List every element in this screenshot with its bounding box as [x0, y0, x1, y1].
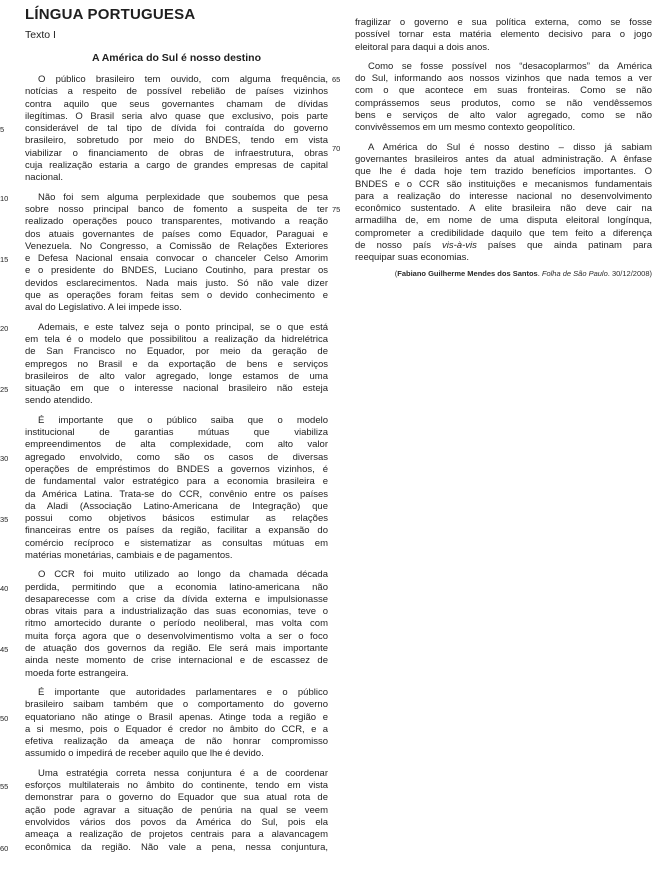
text-line — [0, 427, 331, 439]
line-text: perdida, permitindo que a economia latino-americana não — [25, 581, 328, 593]
text-line — [332, 240, 655, 252]
line-text: Não foi sem alguma perplexidade que soubemos que pesa — [38, 191, 328, 203]
line-text: envolvidos vários dos povos da América do Sul, pois ela — [25, 816, 328, 828]
text-line — [0, 359, 331, 371]
text-line — [0, 489, 331, 501]
line-text: BNDES e o CCR são instituições e mecanismos fundamentais — [355, 178, 652, 190]
text-line — [0, 371, 331, 383]
document-title: LÍNGUA PORTUGUESA — [25, 6, 196, 23]
line-text: efetiva realização da ameaça de não honrar compromisso — [25, 736, 328, 748]
line-text: com o que acontece em suas fronteiras. Como se não — [355, 85, 652, 97]
text-line — [0, 439, 331, 451]
line-number: 75 — [332, 205, 341, 215]
right-column-lines — [332, 17, 655, 265]
line-text: e Defesa Nacional ensaia convocar o chanceler Celso Amorim — [25, 253, 328, 265]
line-text: de fundamental valor estratégico para a economia brasileira e — [25, 476, 328, 488]
line-text: aval do Legislativo. A lei impede isso. — [25, 302, 182, 314]
line-number: 25 — [0, 385, 9, 395]
text-line — [0, 464, 331, 476]
text-line — [332, 166, 655, 178]
text-line — [0, 668, 331, 680]
line-number: 70 — [332, 143, 341, 153]
text-line — [0, 550, 331, 562]
line-text: comprássemos seus produtos, como se não vendêssemos — [355, 97, 652, 109]
line-number: 50 — [0, 713, 9, 723]
line-text: armadilha de, em nome de uma disputa eleitoral longínqua, — [355, 215, 652, 227]
paragraph — [0, 569, 331, 680]
text-line — [0, 241, 331, 253]
line-text: matérias monetárias, cambiais e de pagamentos. — [25, 549, 233, 561]
text-line — [0, 148, 331, 160]
text-line — [0, 631, 331, 643]
text-line — [0, 216, 331, 228]
text-line — [0, 415, 331, 427]
paragraph — [332, 17, 655, 54]
texto-label: Texto I — [25, 29, 56, 41]
attribution-open: ( — [394, 268, 398, 278]
text-line — [0, 383, 331, 395]
text-line — [332, 61, 655, 73]
text-line — [0, 290, 331, 302]
text-line — [0, 582, 331, 594]
line-text: brasileiro, sobretudo por meio do BNDES, tendo em vista — [25, 135, 328, 147]
line-text: de nosso país vis-à-vis países que ainda patinam para — [355, 240, 653, 252]
line-text: dos atuais governantes de países como Equador, Paraguai e — [25, 228, 328, 240]
line-text: financeiras entre os países da região, facilitar a expansão do — [25, 525, 328, 537]
text-line — [332, 154, 655, 166]
text-line — [0, 842, 331, 854]
line-number: 65 — [332, 75, 341, 85]
line-text: ritmo amortecido durante o período neoliberal, mas volta com — [25, 618, 328, 630]
text-line — [332, 252, 655, 264]
line-text: nacional. — [25, 172, 64, 184]
line-text: econômica da região. Não vale a pena, nessa conjuntura, — [25, 841, 328, 853]
text-line — [0, 655, 331, 667]
text-line — [0, 302, 331, 314]
line-text: possível tornar esta matéria elemento decisivo para o jogo — [355, 29, 652, 41]
line-text: ameaça a realização de projetos centrais para a alavancagem — [25, 829, 328, 841]
line-text: É importante que o público saiba que o modelo — [38, 414, 328, 426]
line-text: devidos esclarecimentos. Nada mais justo. Só não vale dizer — [25, 277, 328, 289]
line-text: eleitoral para daqui a dois anos. — [355, 41, 490, 53]
text-line — [332, 191, 655, 203]
line-text: notícias a respeito de possível rebelião de países vizinhos — [25, 86, 328, 98]
text-line — [0, 538, 331, 550]
line-text: assumido o impedirá de receber aquilo que lhe é devido. — [25, 748, 264, 760]
text-line — [332, 122, 655, 134]
line-text: equatoriano não atinge o Brasil apenas. Atinge toda a região e — [25, 711, 328, 723]
line-number: 15 — [0, 255, 9, 265]
text-line — [332, 42, 655, 54]
text-line — [0, 346, 331, 358]
left-column — [0, 6, 331, 854]
text-line — [332, 142, 655, 154]
text-line — [0, 780, 331, 792]
text-line — [332, 179, 655, 191]
paragraph — [332, 142, 655, 265]
text-line — [0, 736, 331, 748]
text-line — [0, 513, 331, 525]
text-line — [0, 204, 331, 216]
line-text: ação pode agravar a situação de penúria na qual se veem — [25, 804, 328, 816]
line-number: 45 — [0, 645, 9, 655]
text-line — [0, 99, 331, 111]
paragraph — [0, 74, 331, 185]
line-number: 20 — [0, 323, 9, 333]
text-line — [0, 111, 331, 123]
text-line — [0, 699, 331, 711]
text-line — [0, 525, 331, 537]
line-text: esforços multilaterais no âmbito do continente, tendo em vista — [25, 780, 328, 792]
line-text: que as operações foram feitas sem o devido conhecimento e — [25, 290, 328, 302]
line-text: brasileiros de alto valor agregado, longe estamos de uma — [25, 370, 328, 382]
attribution-sep2: . — [607, 268, 612, 278]
line-text: governantes brasileiros antes da atual administração. A ênfase — [355, 153, 652, 165]
line-text: convivêssemos em um mesmo contexto geopolítico. — [355, 122, 576, 134]
text-line — [0, 86, 331, 98]
text-line — [332, 73, 655, 85]
line-text: contra aquilo que seus governantes chamam de dívidas — [25, 98, 328, 110]
line-text: econômico sustentado. A elite brasileira não deve cair na — [355, 203, 652, 215]
paragraph — [0, 687, 331, 761]
paragraph — [0, 768, 331, 854]
line-text: Ademais, e este talvez seja o ponto principal, se o que está — [38, 321, 328, 333]
line-text: e o presidente do BNDES, Luciano Coutinho, para prestar os — [25, 265, 328, 277]
text-line — [0, 395, 331, 407]
line-text: comércio recíproco e sistematizar as consultas mútuas em — [25, 537, 328, 549]
line-number: 5 — [0, 125, 5, 135]
line-text: sendo atendido. — [25, 395, 93, 407]
line-text: Venezuela. No Congresso, a Comissão de Relações Exteriores — [25, 240, 328, 252]
line-text: muita força agora que o desenvolvimentismo volta a ser o foco — [25, 630, 328, 642]
text-line — [0, 265, 331, 277]
attribution — [332, 269, 655, 279]
text-line — [332, 110, 655, 122]
text-line — [0, 768, 331, 780]
text-line — [0, 829, 331, 841]
text-line — [0, 135, 331, 147]
text-line — [332, 203, 655, 215]
text-line — [0, 817, 331, 829]
line-text: a si mesmo, pois o Equador é credor no âmbito do CCR, e a — [25, 723, 328, 735]
line-number: 10 — [0, 193, 9, 203]
text-line — [0, 805, 331, 817]
line-text: brasileiro saibam também que o comportamento do governo — [25, 699, 328, 711]
text-line — [0, 643, 331, 655]
line-text: considerável de tal tipo de dívida foi contraída do governo — [25, 123, 328, 135]
text-line — [0, 501, 331, 513]
line-number: 40 — [0, 583, 9, 593]
article-heading: A América do Sul é nosso destino — [91, 52, 261, 64]
line-text: comprometer a credibilidade daquilo que tem feito a diferença — [355, 227, 652, 239]
line-text: possui como objetivos básicos estimular as relações — [25, 513, 328, 525]
line-text: bens e serviços de alto valor agregado, como se não — [355, 110, 652, 122]
text-line — [0, 172, 331, 184]
line-text: É importante que autoridades parlamentares e o público — [38, 686, 328, 698]
attribution-author: Fabiano Guilherme Mendes dos Santos — [397, 268, 538, 278]
paragraph — [0, 322, 331, 408]
line-text: sobre nosso principal banco de fomento a suspeita de ter — [25, 203, 328, 215]
text-line — [0, 253, 331, 265]
line-text: situação em que o interesse nacional brasileiro não esteja — [25, 383, 328, 395]
line-text: reequipar suas economias. — [355, 252, 470, 264]
text-line — [0, 322, 331, 334]
line-text: Como se fosse possível nos “desacoplarmos” da América — [368, 60, 652, 72]
line-text: O CCR foi muito utilizado ao longo da chamada década — [38, 569, 328, 581]
text-line — [332, 98, 655, 110]
text-line — [0, 724, 331, 736]
attribution-date: 30/12/2008 — [611, 268, 650, 278]
line-text: desaparecesse com a crise da dívida externa e impulsionasse — [25, 593, 328, 605]
text-line — [0, 594, 331, 606]
attribution-close: ) — [649, 268, 652, 278]
line-number: 55 — [0, 782, 9, 792]
left-column-lines — [0, 74, 331, 854]
line-text: viabilizar o financiamento de obras de infraestrutura, obras — [25, 147, 328, 159]
attribution-source: Folha de São Paulo — [541, 268, 608, 278]
text-line — [0, 74, 331, 86]
line-text: de San Francisco no Equador, por meio da geração de — [25, 346, 328, 358]
text-line — [0, 160, 331, 172]
text-line — [0, 569, 331, 581]
line-text: do Sul, informando aos nossos vizinhos que nada temos a ver — [355, 73, 652, 85]
line-number: 60 — [0, 843, 9, 853]
line-text: em tela é o modelo que possibilitou a realização da hidrelétrica — [25, 333, 328, 345]
text-line — [0, 123, 331, 135]
text-line — [332, 85, 655, 97]
line-text: que lhe é dada hoje tem trazido benefícios importantes. O — [355, 166, 652, 178]
line-text: obras vitais para a industrialização das suas economias, teve o — [25, 606, 328, 618]
text-line — [0, 192, 331, 204]
line-text: operações de empréstimos do BNDES a governos vizinhos, é — [25, 463, 328, 475]
line-text: para a realização do interesse nacional no desenvolvimento — [355, 190, 652, 202]
line-number: 35 — [0, 515, 9, 525]
text-line — [0, 792, 331, 804]
text-line — [0, 452, 331, 464]
right-column — [332, 8, 655, 279]
text-line — [0, 278, 331, 290]
text-line — [0, 748, 331, 760]
line-text: Uma estratégia correta nessa conjuntura é a de coordenar — [38, 767, 328, 779]
line-text: demonstrar para o governo do Equador que sua atual rota de — [25, 792, 328, 804]
text-line — [0, 606, 331, 618]
line-text: A América do Sul é nosso destino – disso já sabiam — [368, 141, 652, 153]
line-text: agregado envolvido, como são os casos de diversas — [25, 451, 328, 463]
paragraph — [332, 61, 655, 135]
line-text: cuja realização estaria a cargo de grandes empresas de capital — [25, 160, 328, 172]
text-line — [0, 476, 331, 488]
line-text: fragilizar o governo e sua política externa, como se fosse — [355, 17, 652, 28]
line-text: moeda forte estrangeira. — [25, 667, 129, 679]
text-line — [332, 29, 655, 41]
line-text: empreendimentos de alta complexidade, com alto valor — [25, 439, 328, 451]
line-text: da América Latina. Trata-se do CCR, convênio entre os países — [25, 488, 328, 500]
text-line — [0, 334, 331, 346]
text-line — [0, 687, 331, 699]
attribution-sep1: . — [537, 268, 542, 278]
line-text: ainda neste momento de crise internacional e de escassez de — [25, 655, 328, 667]
line-text: de atuação dos governos da região. Ele será mais importante — [25, 643, 328, 655]
text-line — [332, 228, 655, 240]
line-text: empregos no Brasil e da exportação de bens e serviços — [25, 358, 328, 370]
line-text: ilegítimas. O Brasil seria alvo quase que exclusivo, pois parte — [25, 110, 328, 122]
text-line — [0, 229, 331, 241]
paragraph — [0, 415, 331, 563]
line-text: O público brasileiro tem ouvido, com alguma frequência, — [38, 74, 328, 85]
line-text: da Aladi (Associação Latino-Americana de Integração) que — [25, 500, 328, 512]
text-line — [0, 618, 331, 630]
text-line — [0, 712, 331, 724]
text-line — [332, 215, 655, 227]
paragraph — [0, 192, 331, 315]
line-text: realizado operações pouco transparentes, motivando a reação — [25, 216, 328, 228]
text-line — [332, 17, 655, 29]
line-number: 30 — [0, 453, 9, 463]
line-text: institucional de garantias mútuas que viabiliza — [25, 427, 328, 439]
